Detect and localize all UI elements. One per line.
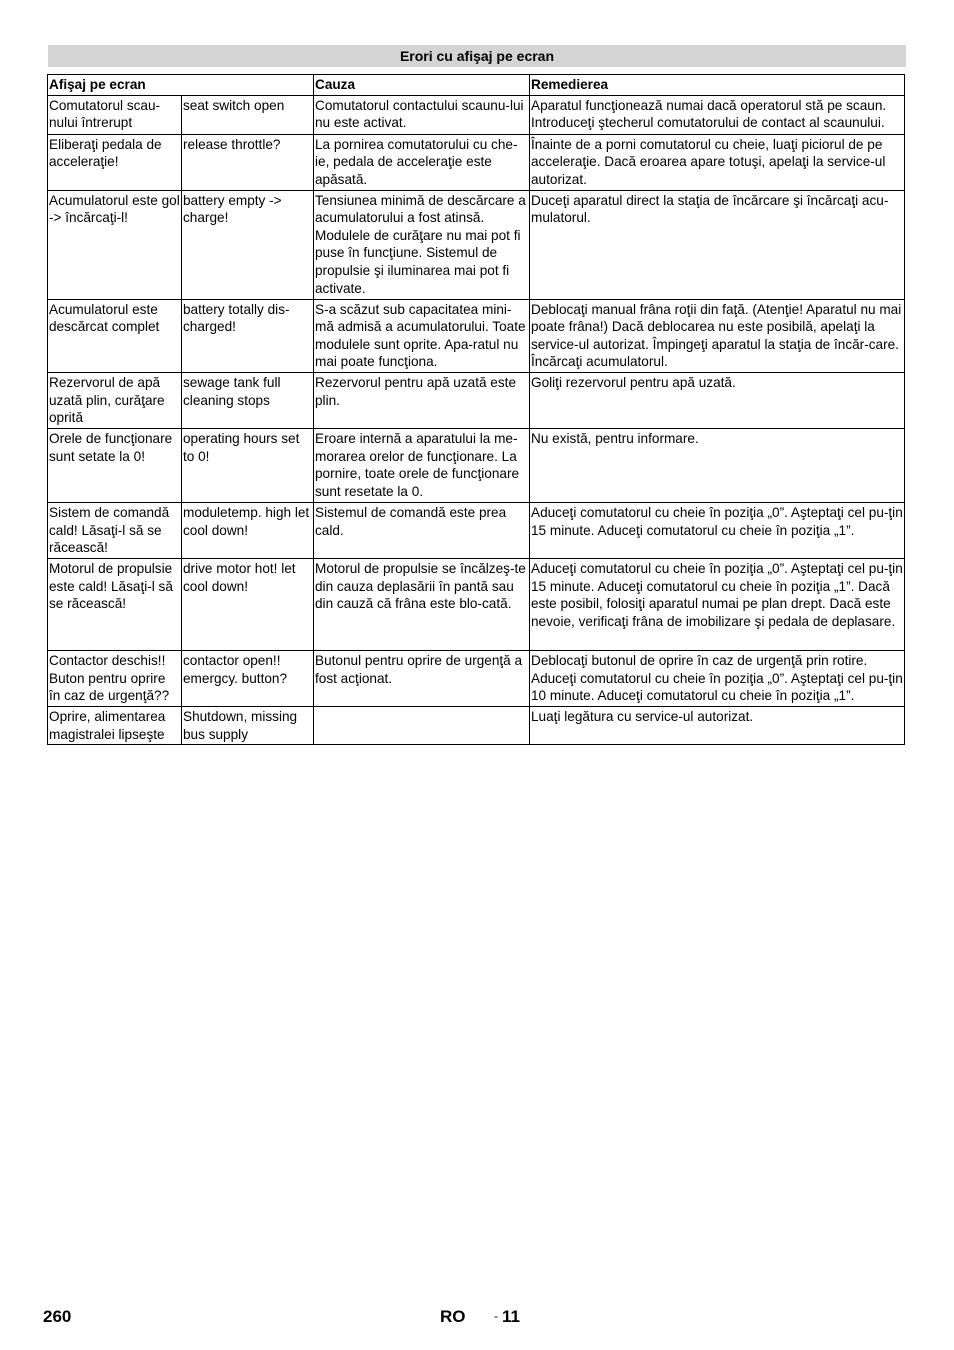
section-number: - 11: [494, 1307, 520, 1326]
table-row: [48, 650, 905, 706]
header-remedy: Remedierea: [530, 75, 905, 96]
display-ro-cell: Motorul de propulsie este cald! Lăsaţi-l să se răcească!: [48, 558, 182, 650]
table-row: [48, 706, 905, 744]
error-table: [47, 74, 905, 745]
display-en-cell: drive motor hot! let cool down!: [182, 558, 314, 650]
display-ro-cell: Oprire, alimentarea magistralei lipseşte: [48, 706, 182, 744]
cause-cell: La pornirea comutatorului cu che-ie, pedala de acceleraţie este apăsată.: [314, 134, 530, 190]
table-row: [48, 190, 905, 299]
display-ro-cell: Acumulatorul este descărcat complet: [48, 299, 182, 372]
page-number: 260: [43, 1307, 72, 1326]
table-row: [48, 558, 905, 650]
remedy-cell: Duceţi aparatul direct la staţia de încărcare şi încărcaţi acu-mulatorul.: [530, 190, 905, 299]
cause-cell: Sistemul de comandă este prea cald.: [314, 502, 530, 558]
display-ro-cell: Acumulatorul este gol -> încărcaţi-l!: [48, 190, 182, 299]
display-en-cell: sewage tank full cleaning stops: [182, 372, 314, 428]
display-ro-cell: Orele de funcţionare sunt setate la 0!: [48, 428, 182, 502]
display-ro-cell: Rezervorul de apă uzată plin, curăţare oprită: [48, 372, 182, 428]
section-title: Erori cu afişaj pe ecran: [48, 45, 906, 67]
header-display: Afişaj pe ecran: [48, 75, 314, 96]
header-cause: Cauza: [314, 75, 530, 96]
table-header-row: [48, 75, 905, 96]
cause-cell: Motorul de propulsie se încălzeş-te din cauza deplasării în pantă sau din cauză că frâna este blo-cată.: [314, 558, 530, 650]
remedy-cell: Aduceţi comutatorul cu cheie în poziţia „0”. Aşteptaţi cel pu-ţin 15 minute. Aduceţi comutatorul cu cheie în poziţia „1”. Dacă este posibil, folosiţi aparatul numai pe plan drept. Dacă este nevoie, verificaţi frâna de imobilizare şi pedala de deplasare.: [530, 558, 905, 650]
table-row: [48, 134, 905, 190]
display-en-cell: Shutdown, missing bus supply: [182, 706, 314, 744]
display-en-cell: moduletemp. high let cool down!: [182, 502, 314, 558]
table-row: [48, 372, 905, 428]
table-row: [48, 502, 905, 558]
display-ro-cell: Contactor deschis!! Buton pentru oprire în caz de urgenţă??: [48, 650, 182, 706]
cause-cell: Rezervorul pentru apă uzată este plin.: [314, 372, 530, 428]
remedy-cell: Luaţi legătura cu service-ul autorizat.: [530, 706, 905, 744]
remedy-cell: Deblocaţi butonul de oprire în caz de urgenţă prin rotire. Aduceţi comutatorul cu cheie în poziţia „0”. Aşteptaţi cel pu-ţin 10 minute. Aduceţi comutatorul cu cheie în poziţia „1”.: [530, 650, 905, 706]
table-row: [48, 95, 905, 134]
remedy-cell: Nu există, pentru informare.: [530, 428, 905, 502]
remedy-cell: Aduceţi comutatorul cu cheie în poziţia „0”. Aşteptaţi cel pu-ţin 15 minute. Aduceţi comutatorul cu cheie în poziţia „1”.: [530, 502, 905, 558]
remedy-cell: Înainte de a porni comutatorul cu cheie, luaţi piciorul de pe acceleraţie. Dacă eroarea apare totuşi, apelaţi la service-ul autorizat.: [530, 134, 905, 190]
display-ro-cell: Comutatorul scau-nului întrerupt: [48, 95, 182, 134]
display-en-cell: battery totally dis-charged!: [182, 299, 314, 372]
table-row: [48, 428, 905, 502]
display-en-cell: battery empty -> charge!: [182, 190, 314, 299]
cause-cell: [314, 706, 530, 744]
display-en-cell: release throttle?: [182, 134, 314, 190]
cause-cell: S-a scăzut sub capacitatea mini-mă admisă a acumulatorului. Toate modulele sunt oprite. Apa-ratul nu mai poate funcţiona.: [314, 299, 530, 372]
cause-cell: Tensiunea minimă de descărcare a acumulatorului a fost atinsă. Modulele de curăţare nu mai pot fi puse în funcţiune. Sistemul de propulsie şi iluminarea mai pot fi activate.: [314, 190, 530, 299]
cause-cell: Eroare internă a aparatului la me-morarea orelor de funcţionare. La pornire, toate orele de funcţionare sunt resetate la 0.: [314, 428, 530, 502]
remedy-cell: Aparatul funcţionează numai dacă operatorul stă pe scaun. Introduceţi ştecherul comutatorului de contact al scaunului.: [530, 95, 905, 134]
remedy-cell: Deblocaţi manual frâna roţii din faţă. (Atenţie! Aparatul nu mai poate frâna!) Dacă deblocarea nu este posibilă, apelaţi la service-ul autorizat. Împingeţi aparatul la staţia de încăr-care. Încărcaţi acumulatorul.: [530, 299, 905, 372]
display-ro-cell: Sistem de comandă cald! Lăsaţi-l să se răcească!: [48, 502, 182, 558]
display-ro-cell: Eliberaţi pedala de acceleraţie!: [48, 134, 182, 190]
cause-cell: Butonul pentru oprire de urgenţă a fost acţionat.: [314, 650, 530, 706]
section-number-value: 11: [502, 1307, 520, 1326]
language-code: RO: [440, 1307, 466, 1326]
display-en-cell: operating hours set to 0!: [182, 428, 314, 502]
display-en-cell: seat switch open: [182, 95, 314, 134]
table-row: [48, 299, 905, 372]
cause-cell: Comutatorul contactului scaunu-lui nu este activat.: [314, 95, 530, 134]
display-en-cell: contactor open!! emergcy. button?: [182, 650, 314, 706]
remedy-cell: Goliţi rezervorul pentru apă uzată.: [530, 372, 905, 428]
